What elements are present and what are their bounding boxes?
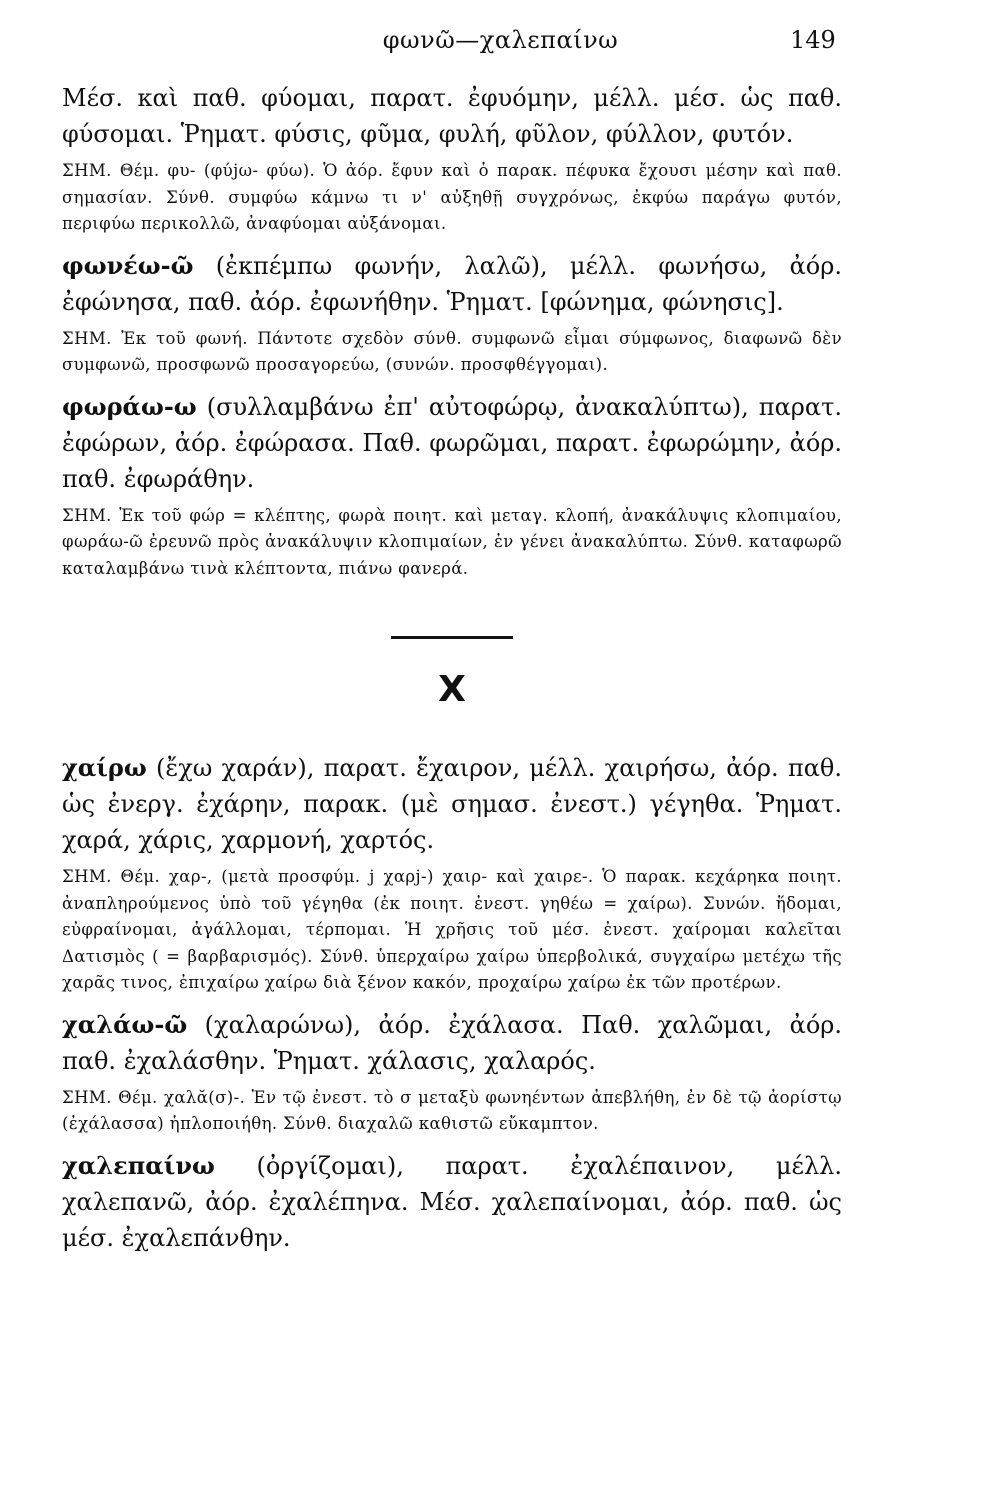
entry-text: (ἔχω χαράν), παρατ. ἔχαιρον, μέλλ. χαιρήσω, ἀόρ. παθ. ὡς ἐνεργ. ἐχάρην, παρακ. (μὲ σημασ. ἐνεστ.) γέγηθα. Ῥηματ. χαρά, χάρις, χαρμονή, χαρτός.: [62, 754, 842, 854]
entry-text: (ἐκπέμπω φωνήν, λαλῶ), μέλλ. φωνήσω, ἀόρ. ἐφώνησα, παθ. ἀόρ. ἐφωνήθην. Ῥηματ. [φώνημα, φώνησις].: [62, 251, 842, 316]
note-label: ΣΗΜ.: [62, 1087, 112, 1107]
entry-chalao: [62, 1007, 842, 1079]
entry-lemma: χαλεπαίνω: [62, 1150, 215, 1180]
entry-text: Μέσ. καὶ παθ. φύομαι, παρατ. ἐφυόμην, μέλλ. μέσ. ὡς παθ. φύσομαι. Ῥηματ. φύσις, φῦμα, φυλή, φῦλον, φύλλον, φυτόν.: [62, 84, 842, 148]
section-divider: [391, 636, 513, 639]
note-text: Θέμ. χαρ-, (μετὰ προσφύμ. j χαρj-) χαιρ- καὶ χαιρε-. Ὁ παρακ. κεχάρηκα ποιητ. ἀναπληρούμενος ὑπὸ τοῦ γέγηθα (ἐκ ποιητ. ἐνεστ. γηθέω = χαίρω). Συνών. ἥδομαι, εὐφραίνομαι, ἀγάλλομαι, τέρπομαι. Ἡ χρῆσις τοῦ μέσ. ἐνεστ. χαίρομαι καλεῖται Δατισμὸς ( = βαρβαρισμός). Σύνθ. ὑπερχαίρω χαίρω ὑπερβολικά, συγχαίρω μετέχω τῆς χαρᾶς τινος, ἐπιχαίρω χαίρω διὰ ξένον κακόν, προχαίρω χαίρω ἐκ τῶν προτέρων.: [62, 867, 842, 992]
entry-text: (ὀργίζομαι), παρατ. ἐχαλέπαινον, μέλλ. χαλεπανῶ, ἀόρ. ἐχαλέπηνα. Μέσ. χαλεπαίνομαι, ἀόρ. παθ. ὡς μέσ. ἐχαλεπάνθην.: [62, 1151, 842, 1252]
page-body: [62, 80, 842, 1262]
note-label: ΣΗΜ.: [62, 867, 112, 886]
grammar-note: [62, 864, 842, 997]
note-label: ΣΗΜ.: [62, 328, 112, 348]
note-text: Θέμ. φυ- (φύjω- φύω). Ὁ ἀόρ. ἔφυν καὶ ὁ παρακ. πέφυκα ἔχουσι μέσην καὶ παθ. σημασίαν. Σύνθ. συμφύω κάμνω τι ν' αὐξηθῇ συγχρόνως, ἐκφύω παράγω φυτόν, περιφύω περικολλῶ, ἀναφύομαι αὐξάνομαι.: [62, 161, 843, 233]
entry-chairo: [62, 750, 842, 858]
entry-text: (χαλαρώνω), ἀόρ. ἐχάλασα. Παθ. χαλῶμαι, ἀόρ. παθ. ἐχαλάσθην. Ῥηματ. χάλασις, χαλαρός.: [62, 1010, 842, 1075]
note-text: Θέμ. χαλᾰ(σ)-. Ἐν τῷ ἐνεστ. τὸ σ μεταξὺ φωνηέντων ἀπεβλήθη, ἐν δὲ τῷ ἀορίστῳ (ἐχάλασσα) ἡπλοποιήθη. Σύνθ. διαχαλῶ καθιστῶ εὔκαμπτον.: [62, 1087, 842, 1133]
note-label: ΣΗΜ.: [62, 161, 112, 180]
page-number: 149: [790, 26, 836, 54]
entry-lemma: φωράω-ω: [62, 391, 197, 421]
grammar-note: [62, 326, 842, 379]
entry-phorao: [62, 389, 842, 497]
entry-text: (συλλαμβάνω ἐπ' αὐτοφώρῳ, ἀνακαλύπτω), παρατ. ἐφώρων, ἀόρ. ἐφώρασα. Παθ. φωρῶμαι, παρατ. ἐφωρώμην, ἀόρ. παθ. ἐφωράθην.: [62, 392, 842, 493]
grammar-note: [62, 503, 842, 583]
running-header: φωνῶ—χαλεπαίνω: [382, 26, 619, 54]
entry-lemma: φωνέω-ῶ: [62, 250, 194, 280]
entry-lemma: χαλάω-ῶ: [62, 1009, 188, 1039]
entry-phoneo: [62, 248, 842, 320]
section-letter: Χ: [438, 669, 466, 710]
grammar-note: [62, 1085, 842, 1138]
grammar-note: [62, 158, 842, 238]
entry-chalepaino: [62, 1148, 842, 1256]
note-text: Ἐκ τοῦ φωνή. Πάντοτε σχεδὸν σύνθ. συμφωνῶ εἶμαι σύμφωνος, διαφωνῶ δὲν συμφωνῶ, προσφωνῶ προσαγορεύω, (συνών. προσφθέγγομαι).: [62, 328, 842, 374]
entry-lemma: χαίρω: [62, 753, 147, 782]
note-label: ΣΗΜ.: [62, 505, 112, 525]
entry-continuation: [62, 80, 842, 152]
note-text: Ἐκ τοῦ φώρ = κλέπτης, φωρὰ ποιητ. καὶ μεταγ. κλοπή, ἀνακάλυψις κλοπιμαίου, φωράω-ῶ ἐρευνῶ πρὸς ἀνακάλυψιν κλοπιμαίων, ἐν γένει ἀνακαλύπτω. Σύνθ. καταφωρῶ καταλαμβάνω τινὰ κλέπτοντα, πιάνω φανερά.: [62, 505, 842, 578]
